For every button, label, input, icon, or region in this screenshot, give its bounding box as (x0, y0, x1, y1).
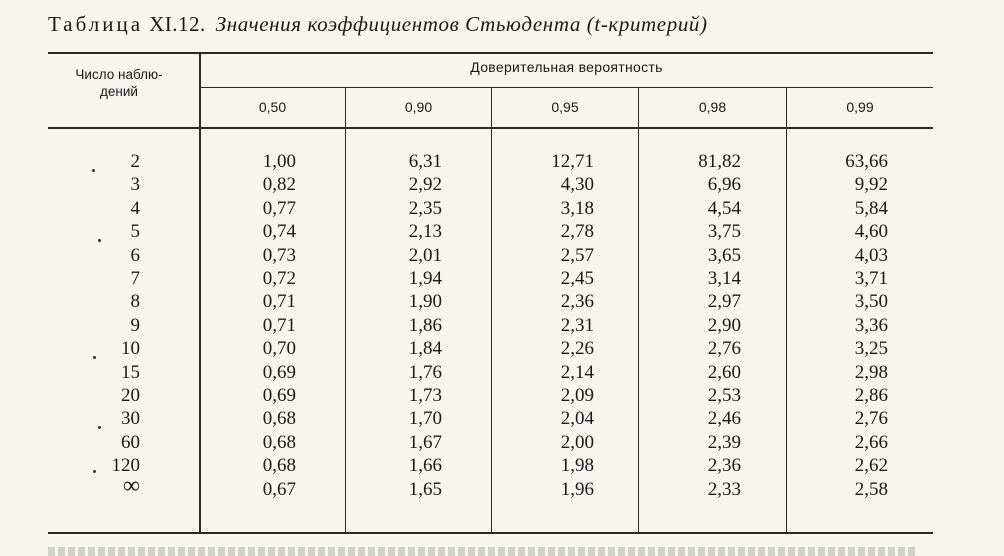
coefficient-value: 0,70 (262, 338, 296, 360)
header-probability: 0,98 (698, 99, 727, 115)
observation-count: 3 (130, 174, 140, 196)
table-caption (48, 12, 708, 37)
column-divider-5 (786, 88, 787, 532)
coefficient-value: 1,67 (408, 431, 442, 453)
coefficient-value: 0,73 (262, 244, 296, 266)
coefficient-value: 2,46 (707, 408, 741, 430)
coefficient-value: 2,04 (560, 408, 594, 430)
coefficient-value: 2,66 (854, 431, 888, 453)
coefficient-value: 4,03 (854, 244, 888, 266)
coefficient-value: 1,94 (408, 268, 442, 289)
coefficient-value: 3,18 (560, 197, 594, 219)
coefficient-value: 2,58 (854, 478, 888, 500)
coefficient-value: 0,71 (262, 314, 296, 336)
coefficient-value: 2,92 (408, 174, 442, 196)
coefficient-value: 2,78 (560, 221, 594, 243)
coefficient-value: 1,73 (408, 385, 442, 406)
coefficient-value: 0,82 (262, 174, 296, 196)
coefficient-value: 2,86 (854, 385, 888, 406)
coefficient-value: 81,82 (698, 151, 741, 172)
coefficient-value: 3,25 (854, 338, 888, 360)
cut-off-text-line (48, 547, 918, 556)
observation-count: 9 (130, 314, 140, 336)
coefficient-value: 2,36 (560, 291, 594, 313)
scan-speck (98, 239, 101, 242)
header-probability: 0,50 (258, 99, 287, 115)
observation-count: 60 (121, 431, 140, 453)
header-confidence-level: Доверительная вероятность (470, 59, 663, 75)
coefficient-value: 2,00 (560, 431, 594, 453)
coefficient-value: 2,62 (854, 455, 888, 477)
coefficient-value: 2,09 (560, 385, 594, 406)
coefficient-value: 1,96 (560, 478, 594, 500)
header-observations-label: Число наблю- дений (75, 67, 163, 99)
observation-count: 5 (130, 221, 140, 243)
coefficient-value: 0,68 (262, 408, 296, 430)
observation-count: 120 (111, 455, 140, 477)
scan-speck (93, 356, 96, 359)
coefficient-value: 3,14 (707, 268, 741, 289)
observation-count: 6 (130, 244, 140, 266)
coefficient-value: 0,71 (262, 291, 296, 313)
observation-count: 30 (121, 408, 140, 430)
observation-count: 2 (130, 151, 140, 172)
coefficient-value: 63,66 (845, 151, 888, 172)
coefficient-value: 4,30 (560, 174, 594, 196)
scan-speck (93, 470, 96, 473)
caption-lead: Таблица (48, 12, 144, 36)
header-probability: 0,99 (846, 99, 874, 115)
coefficient-value: 2,14 (560, 361, 594, 383)
coefficient-value: 4,54 (707, 197, 741, 219)
coefficient-value: 2,45 (560, 268, 594, 289)
coefficient-value: 2,76 (707, 338, 741, 360)
coefficient-value: 6,96 (707, 174, 741, 196)
coefficient-value: 2,31 (560, 314, 594, 336)
table-bottom-rule (48, 532, 933, 534)
observation-count: 7 (130, 268, 140, 289)
coefficient-value: 2,57 (560, 244, 594, 266)
group-header-rule (200, 87, 933, 88)
coefficient-value: 1,66 (408, 455, 442, 477)
coefficient-value: 0,72 (262, 268, 296, 289)
coefficient-value: 0,74 (262, 221, 296, 243)
coefficient-value: 2,39 (707, 431, 741, 453)
coefficient-value: 2,26 (560, 338, 594, 360)
coefficient-value: 1,90 (408, 291, 442, 313)
coefficient-value: 2,36 (707, 455, 741, 477)
coefficient-value: 2,76 (854, 408, 888, 430)
coefficient-value: 1,65 (408, 478, 442, 500)
header-probability: 0,90 (404, 99, 433, 115)
coefficient-value: 2,01 (408, 244, 442, 266)
coefficient-value: 2,35 (408, 197, 442, 219)
observation-count: 15 (121, 361, 140, 383)
observation-count: 10 (121, 338, 140, 360)
observation-count: 4 (130, 197, 140, 219)
coefficient-value: 1,98 (560, 455, 594, 477)
coefficient-value: 2,90 (707, 314, 741, 336)
header-observations (50, 66, 188, 100)
header-probability: 0,95 (551, 99, 579, 115)
observation-count: 8 (130, 291, 140, 313)
coefficient-value: 3,36 (854, 314, 888, 336)
coefficient-value: 2,33 (707, 478, 741, 500)
coefficient-value: 2,98 (854, 361, 888, 383)
coefficient-value: 1,86 (408, 314, 442, 336)
coefficient-value: 3,75 (707, 221, 741, 243)
coefficient-value: 6,31 (408, 151, 442, 172)
coefficient-value: 0,68 (262, 455, 296, 477)
caption-title: Значения коэффициентов Стьюдента (t-критерий) (215, 12, 708, 36)
observation-count: ∞ (122, 472, 140, 499)
table-top-rule (48, 52, 933, 54)
coefficient-value: 0,69 (262, 361, 296, 383)
coefficient-value: 3,71 (854, 268, 888, 289)
coefficient-value: 1,84 (408, 338, 442, 360)
coefficient-value: 1,00 (262, 151, 296, 172)
scan-speck (98, 426, 101, 429)
coefficient-value: 1,70 (408, 408, 442, 430)
caption-number: XI.12. (149, 12, 206, 36)
coefficient-value: 2,53 (707, 385, 741, 406)
coefficient-value: 0,77 (262, 197, 296, 219)
column-divider-4 (638, 88, 639, 532)
column-divider-3 (491, 88, 492, 532)
coefficient-value: 0,67 (262, 478, 296, 500)
coefficient-value: 0,69 (262, 385, 296, 406)
coefficient-value: 1,76 (408, 361, 442, 383)
coefficient-value: 3,50 (854, 291, 888, 313)
scan-speck (92, 169, 95, 172)
first-column-divider (199, 53, 201, 532)
coefficient-value: 4,60 (854, 221, 888, 243)
coefficient-value: 2,13 (408, 221, 442, 243)
observation-count: 20 (121, 385, 140, 406)
coefficient-value: 3,65 (707, 244, 741, 266)
coefficient-value: 12,71 (551, 151, 594, 172)
column-divider-2 (345, 88, 346, 532)
coefficient-value: 2,60 (707, 361, 741, 383)
coefficient-value: 2,97 (707, 291, 741, 313)
coefficient-value: 5,84 (854, 197, 888, 219)
coefficient-value: 0,68 (262, 431, 296, 453)
coefficient-value: 9,92 (854, 174, 888, 196)
